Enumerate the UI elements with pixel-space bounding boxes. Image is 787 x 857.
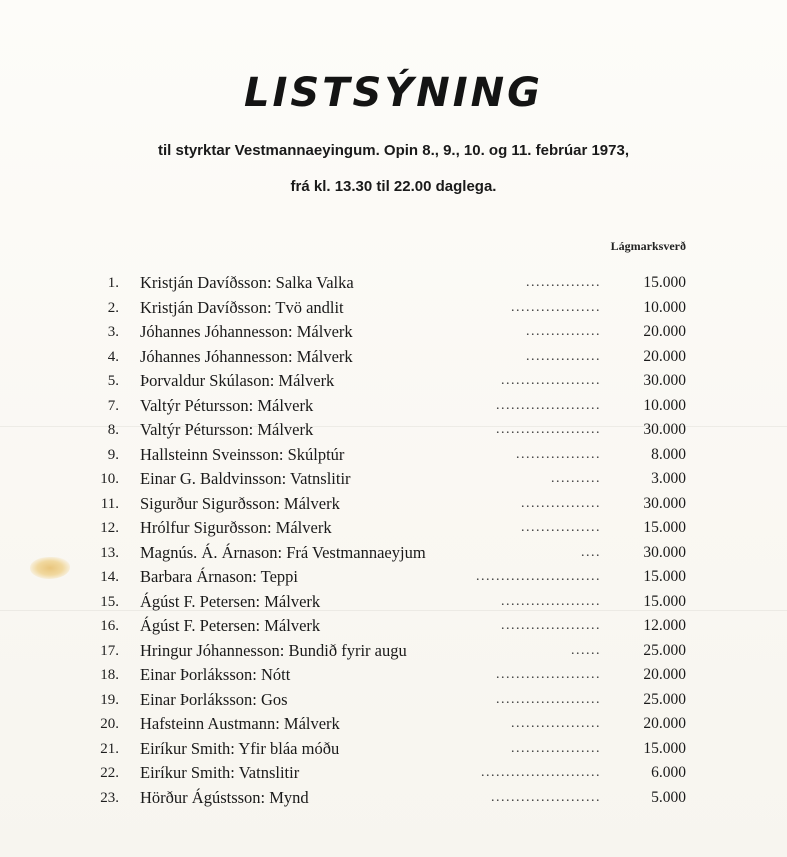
item-artist-title: Eiríkur Smith: Yfir bláa móðu [140, 738, 340, 758]
dot-leader: .................... [501, 373, 601, 388]
list-item [0, 394, 787, 419]
list-item [0, 639, 787, 664]
dot-leader: .................. [511, 740, 601, 756]
item-number: 5. [107, 373, 119, 389]
item-artist-title: Hörður Ágústsson: Mynd [140, 787, 309, 807]
dot-leader: ..................... [496, 691, 601, 707]
item-number: 15. [100, 593, 119, 610]
dot-leader: ................ [521, 520, 601, 535]
list-item [0, 786, 787, 811]
list-item [0, 712, 787, 737]
item-number: 16. [100, 618, 119, 634]
item-price: 6.000 [651, 764, 686, 781]
dot-leader: .......... [551, 471, 601, 486]
price-column-header: Lágmarksverð [610, 239, 686, 253]
item-artist-title: Kristján Davíðsson: Tvö andlit [140, 297, 344, 317]
item-number: 2. [107, 299, 119, 316]
item-price: 30.000 [643, 543, 686, 561]
item-price: 5.000 [651, 788, 686, 806]
item-number: 10. [100, 471, 119, 487]
dot-leader: .... [581, 544, 601, 560]
item-number: 7. [107, 397, 119, 414]
list-item [0, 320, 787, 345]
dot-leader: .................... [501, 618, 601, 633]
item-price: 15.000 [643, 274, 686, 291]
item-price: 15.000 [643, 568, 686, 585]
list-item [0, 369, 787, 394]
list-item [0, 443, 787, 468]
dot-leader: ......................... [476, 569, 601, 584]
list-item [0, 614, 787, 639]
list-item [0, 418, 787, 443]
list-item [0, 590, 787, 615]
item-artist-title: Sigurður Sigurðsson: Málverk [140, 493, 340, 513]
dot-leader: .................. [511, 716, 601, 731]
subtitle-hours: frá kl. 13.30 til 22.00 daglega. [290, 178, 497, 195]
item-artist-title: Ágúst F. Petersen: Málverk [140, 591, 321, 611]
item-number: 20. [100, 716, 119, 732]
dot-leader: .................... [501, 593, 601, 609]
dot-leader: ...... [571, 642, 601, 658]
item-artist-title: Ágúst F. Petersen: Málverk [140, 616, 321, 635]
item-number: 1. [107, 275, 119, 291]
item-price: 25.000 [643, 641, 686, 659]
item-artist-title: Hallsteinn Sveinsson: Skúlptúr [140, 444, 345, 464]
item-price: 30.000 [643, 494, 686, 512]
item-artist-title: Einar Þorláksson: Nótt [140, 665, 291, 684]
list-item [0, 688, 787, 713]
dot-leader: ................. [516, 446, 601, 462]
item-artist-title: Jóhannes Jóhannesson: Málverk [140, 322, 353, 341]
item-price: 20.000 [643, 715, 686, 732]
dot-leader: ............... [526, 348, 601, 364]
item-price: 20.000 [643, 347, 686, 365]
list-item [0, 516, 787, 541]
item-number: 9. [107, 446, 119, 463]
list-item [0, 541, 787, 566]
item-number: 8. [107, 422, 119, 438]
list-item [0, 761, 787, 786]
item-artist-title: Valtýr Pétursson: Málverk [140, 420, 314, 439]
dot-leader: ..................... [496, 667, 601, 682]
page-title: LISTSÝNING [244, 70, 543, 116]
item-number: 21. [100, 740, 119, 757]
item-price: 15.000 [643, 592, 686, 610]
item-price: 25.000 [643, 690, 686, 708]
item-artist-title: Hrólfur Sigurðsson: Málverk [140, 518, 332, 537]
subtitle-dates: til styrktar Vestmannaeyingum. Opin 8., 9., 10. og 11. febrúar 1973, [157, 142, 630, 159]
item-number: 11. [100, 495, 119, 512]
item-number: 19. [100, 691, 119, 708]
dot-leader: ...................... [491, 789, 601, 805]
item-artist-title: Þorvaldur Skúlason: Málverk [140, 371, 335, 390]
item-artist-title: Jóhannes Jóhannesson: Málverk [140, 346, 353, 366]
item-price: 20.000 [643, 666, 686, 683]
item-artist-title: Kristján Davíðsson: Salka Valka [140, 273, 354, 292]
item-artist-title: Eiríkur Smith: Vatnslitir [140, 763, 300, 782]
list-item [0, 492, 787, 517]
list-item [0, 737, 787, 762]
list-item [0, 296, 787, 321]
dot-leader: ..................... [496, 422, 601, 437]
item-artist-title: Hringur Jóhannesson: Bundið fyrir augu [140, 640, 407, 660]
dot-leader: ............... [526, 324, 601, 339]
item-price: 15.000 [643, 519, 686, 536]
item-price: 15.000 [643, 739, 686, 757]
dot-leader: ..................... [496, 397, 601, 413]
item-artist-title: Valtýr Pétursson: Málverk [140, 395, 314, 415]
item-price: 30.000 [643, 421, 686, 438]
item-number: 18. [100, 667, 119, 683]
item-number: 23. [100, 789, 119, 806]
item-price: 10.000 [643, 298, 686, 316]
item-artist-title: Magnús. Á. Árnason: Frá Vestmannaeyjum [140, 542, 426, 562]
item-number: 14. [100, 569, 119, 585]
list-item [0, 565, 787, 590]
list-item [0, 345, 787, 370]
list-item [0, 467, 787, 492]
list-item [0, 663, 787, 688]
item-number: 4. [107, 348, 119, 365]
item-price: 20.000 [643, 323, 686, 340]
item-artist-title: Barbara Árnason: Teppi [140, 567, 298, 586]
item-price: 8.000 [651, 445, 686, 463]
dot-leader: .................. [511, 299, 601, 315]
item-artist-title: Einar Þorláksson: Gos [140, 689, 288, 709]
list-item [0, 271, 787, 296]
dot-leader: ........................ [481, 765, 601, 780]
dot-leader: ............... [526, 275, 601, 290]
item-number: 12. [100, 520, 119, 536]
item-number: 22. [100, 765, 119, 781]
item-price: 30.000 [643, 372, 686, 389]
item-artist-title: Einar G. Baldvinsson: Vatnslitir [140, 469, 351, 488]
item-artist-title: Hafsteinn Austmann: Málverk [140, 714, 340, 733]
item-number: 17. [100, 642, 119, 659]
dot-leader: ................ [521, 495, 601, 511]
item-price: 3.000 [651, 470, 686, 487]
item-price: 12.000 [643, 617, 686, 634]
item-number: 3. [107, 324, 119, 340]
item-price: 10.000 [643, 396, 686, 414]
item-number: 13. [100, 544, 119, 561]
